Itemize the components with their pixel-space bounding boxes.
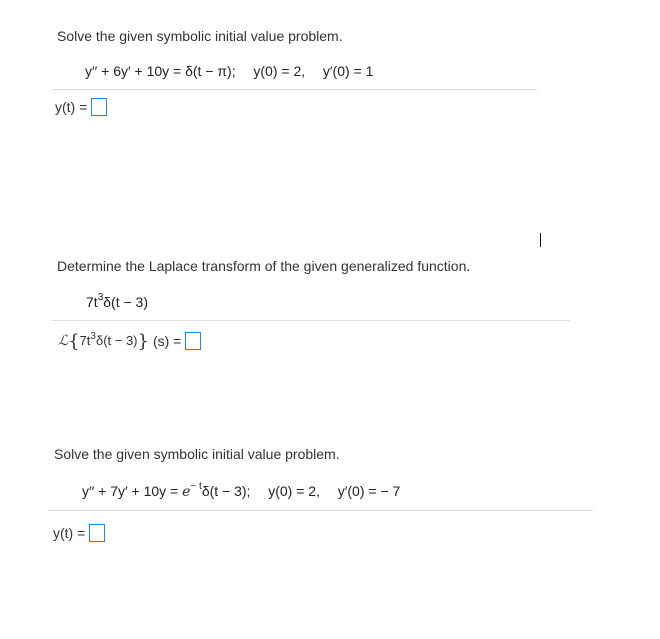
problem3-e-exp: − t [190,481,202,492]
problem1-divider [52,89,537,90]
problem2-function [86,294,148,310]
laplace-rest: δ(t − 3) [95,333,138,348]
problem3-equation [82,483,400,500]
problem2-func-coef: 7t [86,294,98,310]
problem3-answer-row [53,524,105,542]
problem3-answer-input[interactable] [89,524,105,542]
laplace-symbol: ℒ [58,332,69,349]
problem3-ic1: y(0) = 2, [268,483,320,499]
problem1-ode: y′′ + 6y′ + 10y = δ(t − π); [85,63,236,79]
laplace-argument [80,333,138,348]
problem1-instruction: Solve the given symbolic initial value problem. [57,28,343,44]
laplace-exp: 3 [90,331,96,342]
problem1-answer-input[interactable] [91,98,107,116]
problem3-answer-label: y(t) = [53,525,86,541]
problem1-answer-row [55,98,107,116]
problem2-answer-row [58,330,201,351]
problem1-ic1: y(0) = 2, [253,63,306,79]
problem2-instruction: Determine the Laplace transform of the given generalized function. [57,258,471,274]
laplace-open-brace: { [68,331,80,352]
laplace-close-brace: } [137,331,149,352]
problem3-ode: y′′ + 7y′ + 10y = [82,483,179,499]
problem3-e: e [182,484,191,500]
problem3-ode-rest: δ(t − 3); [201,483,251,499]
problem1-equation [85,63,373,79]
laplace-coef: 7t [79,333,91,348]
problem1-answer-label: y(t) = [55,99,88,115]
problem2-func-rest: δ(t − 3) [103,294,148,310]
problem3-divider [48,510,593,511]
laplace-tail: (s) = [152,332,182,349]
problem1-ic2: y′(0) = 1 [322,63,374,79]
problem3-ic2: y′(0) = − 7 [337,483,401,499]
problem3-instruction: Solve the given symbolic initial value problem. [54,446,340,462]
problem2-answer-input[interactable] [185,332,201,350]
problem2-divider [52,320,570,321]
problem2-func-exp: 3 [97,292,104,303]
text-cursor-icon [540,233,541,247]
